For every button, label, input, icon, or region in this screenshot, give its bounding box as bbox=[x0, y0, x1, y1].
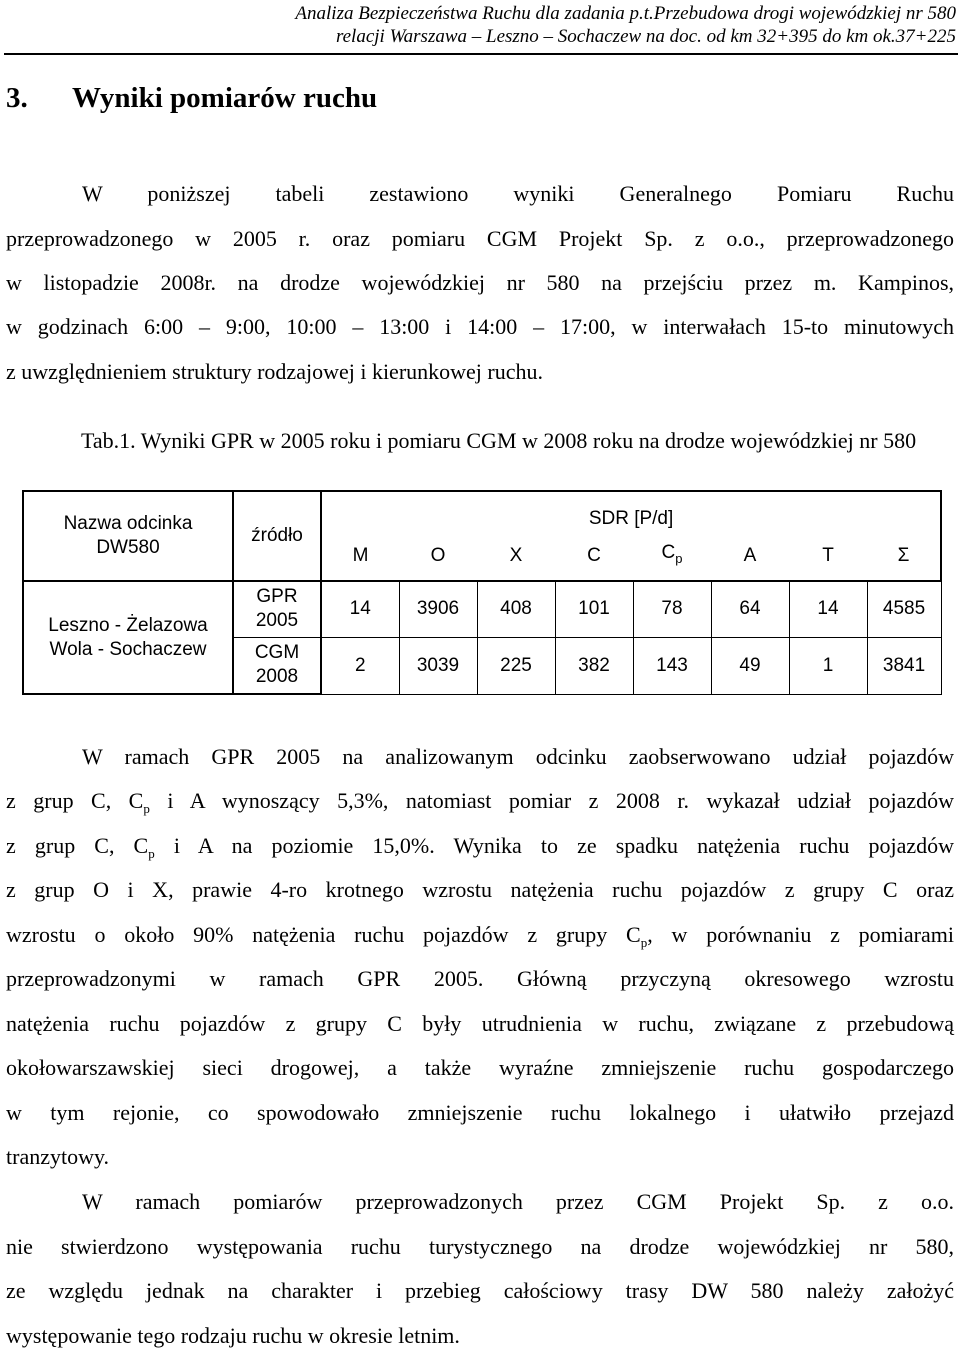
analysis-line: z grup C, $C_p$ i A na poziomie 15,0%. Wynika to ze spadku natężenia ruchu pojazdów bbox=[6, 833, 954, 861]
section-title: Wyniki pomiarów ruchu bbox=[72, 82, 378, 114]
tourism-line: W ramach pomiarów przeprowadzonych przez CGM Projekt Sp. z o.o. bbox=[82, 1189, 954, 1214]
value-cell: 101 bbox=[555, 581, 633, 637]
source-label: CGM 2008 bbox=[254, 642, 300, 688]
col-header-o: O bbox=[399, 531, 477, 581]
header-sdr-label: SDR [P/d] bbox=[588, 508, 674, 529]
section-name: Leszno - Żelazowa Wola - Sochaczew bbox=[48, 614, 208, 660]
table-caption: Tab.1. Wyniki GPR w 2005 roku i pomiaru CGM w 2008 roku na drodze wojewódzkiej nr 580 bbox=[81, 428, 917, 453]
value-cell: 382 bbox=[555, 637, 633, 694]
source-cell bbox=[233, 637, 321, 694]
col-header-x: X bbox=[477, 531, 555, 581]
value-cell: 4585 bbox=[867, 581, 941, 637]
analysis-line: z grup C, $C_p$ i A wynoszący 5,3%, natomiast pomiar z 2008 r. wykazał udział pojazdów bbox=[6, 788, 954, 816]
analysis-line: tranzytowy. bbox=[6, 1144, 110, 1169]
value-cell: 225 bbox=[477, 637, 555, 694]
analysis-line: okołowarszawskiej sieci drogowej, a także wyraźne zmniejszenie ruchu gospodarczego bbox=[6, 1055, 954, 1080]
tourism-line: ze względu jednak na charakter i przebieg całościowy trasy DW 580 należy założyć bbox=[6, 1278, 954, 1303]
traffic-table bbox=[22, 490, 942, 695]
section-name-cell bbox=[23, 581, 233, 694]
header-line-1: Analiza Bezpieczeństwa Ruchu dla zadania p.t.Przebudowa drogi wojewódzkiej nr 580 bbox=[295, 3, 956, 24]
header-section bbox=[23, 491, 233, 581]
section-number: 3. bbox=[6, 82, 28, 114]
col-header-c: C bbox=[555, 531, 633, 581]
value-cell: 2 bbox=[321, 637, 399, 694]
intro-line: przeprowadzonego w 2005 r. oraz pomiaru CGM Projekt Sp. z o.o., przeprowadzonego bbox=[6, 226, 954, 251]
source-cell bbox=[233, 581, 321, 637]
analysis-line: W ramach GPR 2005 na analizowanym odcinku zaobserwowano udział pojazdów bbox=[82, 744, 954, 769]
analysis-line: z grup O i X, prawie 4-ro krotnego wzrostu natężenia ruchu pojazdów z grupy C oraz bbox=[6, 877, 954, 902]
tourism-line: nie stwierdzono występowania ruchu turystycznego na drodze wojewódzkiej nr 580, bbox=[6, 1234, 954, 1259]
value-cell: 143 bbox=[633, 637, 711, 694]
col-header-t: T bbox=[789, 531, 867, 581]
value-cell: 78 bbox=[633, 581, 711, 637]
col-header-m: M bbox=[321, 531, 399, 581]
tourism-line: występowanie tego rodzaju ruchu w okresie letnim. bbox=[6, 1323, 460, 1348]
value-cell: 408 bbox=[477, 581, 555, 637]
header-section-label: Nazwa odcinka DW580 bbox=[63, 513, 193, 558]
header-source bbox=[233, 491, 321, 581]
value-cell: 3841 bbox=[867, 637, 941, 694]
table-row bbox=[23, 581, 941, 637]
col-header-sum: Σ bbox=[867, 531, 941, 581]
analysis-line: wzrostu o około 90% natężenia ruchu pojazdów z grupy $C_p$, w porównaniu z pomiarami bbox=[6, 922, 954, 950]
header-line-2: relacji Warszawa – Leszno – Sochaczew na doc. od km 32+395 do km ok.37+225 bbox=[335, 26, 956, 47]
value-cell: 14 bbox=[789, 581, 867, 637]
analysis-line: natężenia ruchu pojazdów z grupy C były utrudnienia w ruchu, związane z przebudową bbox=[6, 1011, 954, 1036]
value-cell: 49 bbox=[711, 637, 789, 694]
header-source-label: źródło bbox=[251, 525, 303, 546]
value-cell: 3039 bbox=[399, 637, 477, 694]
intro-line: w listopadzie 2008r. na drodze wojewódzkiej nr 580 na przejściu przez m. Kampinos, bbox=[6, 270, 954, 295]
intro-line: W poniższej tabeli zestawiono wyniki Generalnego Pomiaru Ruchu bbox=[82, 181, 954, 206]
value-cell: 64 bbox=[711, 581, 789, 637]
analysis-line: w tym rejonie, co spowodowało zmniejszenie ruchu lokalnego i ułatwiło przejazd bbox=[6, 1100, 954, 1125]
intro-line: z uwzględnieniem struktury rodzajowej i kierunkowej ruchu. bbox=[6, 359, 544, 384]
section-heading bbox=[6, 81, 377, 115]
source-label: GPR 2005 bbox=[255, 586, 299, 632]
value-cell: 3906 bbox=[399, 581, 477, 637]
col-header-a: A bbox=[711, 531, 789, 581]
col-header-cp: $C_p$ bbox=[633, 531, 711, 581]
running-header bbox=[16, 2, 956, 48]
value-cell: 1 bbox=[789, 637, 867, 694]
header-sdr bbox=[321, 491, 941, 531]
intro-line: w godzinach 6:00 – 9:00, 10:00 – 13:00 i 14:00 – 17:00, w interwałach 15-to minutowych bbox=[6, 314, 954, 339]
analysis-line: przeprowadzonymi w ramach GPR 2005. Główną przyczyną okresowego wzrostu bbox=[6, 966, 954, 991]
header-rule bbox=[4, 53, 958, 55]
value-cell: 14 bbox=[321, 581, 399, 637]
